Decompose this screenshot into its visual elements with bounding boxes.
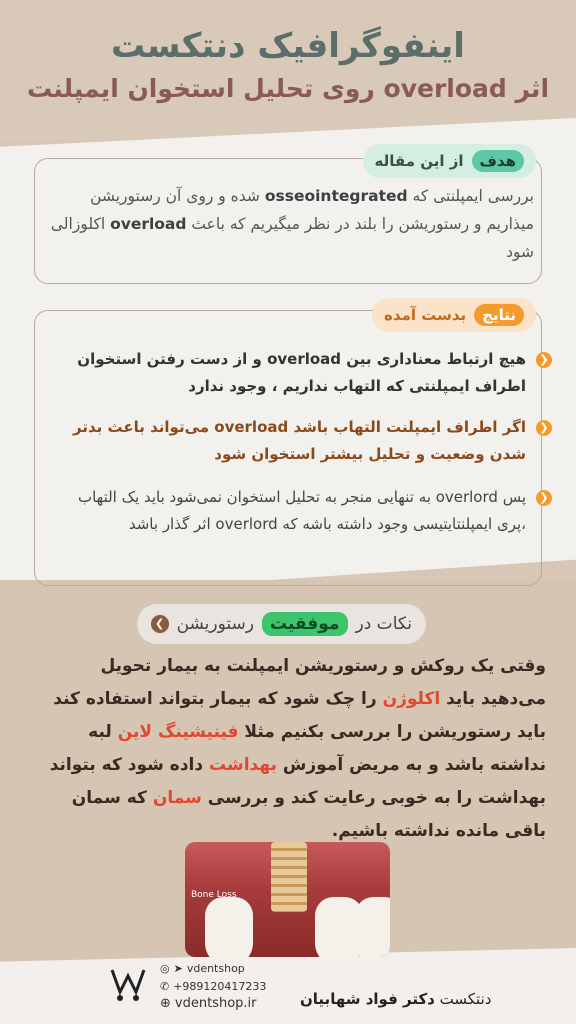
goal-label: از این مقاله	[374, 152, 464, 170]
tips-tag: موفقیت	[262, 612, 348, 636]
result-item-1: ❮ هیچ ارتباط معناداری بین overload و از دست رفتن استخوان اطراف ایمپلنتی که التهاب نداریم ، وجود ندارد	[46, 346, 546, 400]
goal-tag: هدف	[472, 150, 525, 172]
goal-bold-term: osseointegrated	[264, 187, 408, 205]
globe-icon: ⊕	[160, 996, 171, 1011]
whatsapp-icon: ✆	[160, 980, 170, 993]
implant-graphic	[271, 842, 307, 912]
vdent-logo	[108, 962, 148, 1006]
chevron-left-icon: ❮	[536, 420, 552, 436]
page-subtitle: اثر overload روی تحلیل استخوان ایمپلنت	[26, 74, 550, 103]
tips-heading	[137, 604, 426, 644]
chevron-left-icon: ❮	[536, 352, 552, 368]
telegram-icon: ➤	[173, 962, 183, 975]
tooth-graphic	[205, 897, 253, 957]
chevron-left-icon: ❮	[536, 490, 552, 506]
page-title: اینفوگرافیک دنتکست	[111, 26, 465, 66]
goal-text: بررسی ایمپلنتی که osseointegrated شده و روی آن رستوریشن میذاریم و رستوریشن را بلند در نظر میگیریم که باعث overload اکلوزالی شود	[50, 187, 534, 261]
instagram-handle[interactable]: ◎ ➤ vdentshop	[160, 962, 245, 975]
highlight-hygiene: بهداشت	[209, 755, 277, 775]
results-heading	[372, 298, 536, 332]
top-background	[0, 0, 576, 140]
highlight-cement: سمان	[152, 788, 202, 808]
results-label: بدست آمده	[384, 306, 467, 324]
tips-prefix: نکات در	[355, 614, 412, 634]
result-item-2: ❮ اگر اطراف ایمپلنت التهاب باشد overload می‌تواند باعث بدتر شدن وضعیت و تحلیل بیشتر استخوان شود	[46, 414, 546, 468]
bone-loss-label: Bone Loss	[191, 890, 237, 900]
results-tag: نتایج	[474, 304, 524, 326]
tips-paragraph: وقتی یک روکش و رستوریشن ایمپلنت به بیمار تحویل می‌دهید باید اکلوژن را چک شود که بیمار بتواند استفاده کند باید رستوریشن را بررسی بکنیم مثلا فینیشینگ لاین لبه نداشته باشد و به مریض آموزش بهداشت داده شود که بتواند بهداشت را به خوبی رعایت کند و بررسی سمان که سمان باقی مانده نداشته باشیم.	[49, 656, 546, 841]
phone-number[interactable]: ✆ +989120417233	[160, 980, 267, 993]
instagram-icon: ◎	[160, 962, 170, 975]
goal-heading	[363, 144, 536, 178]
implant-image	[185, 842, 390, 957]
tips-suffix: رستوریشن	[176, 614, 254, 634]
tooth-graphic	[355, 897, 390, 957]
website-link[interactable]: ⊕ vdentshop.ir	[160, 996, 257, 1011]
highlight-occlusion: اکلوژن	[382, 689, 441, 709]
goal-bold-term-2: overload	[110, 215, 187, 233]
result-item-3: ❮ پس overlord به تنهایی منجر به تحلیل استخوان نمی‌شود باید یک التهاب ،پری ایمپلنتایتیسی وجود داشته باشه که overlord اثر گذار باشد	[46, 484, 546, 538]
chevron-down-icon: ❯	[151, 615, 169, 633]
footer-credit: دنتکست دکتر فواد شهابیان	[300, 990, 492, 1008]
highlight-finishing-line: فینیشینگ لاین	[117, 722, 239, 742]
